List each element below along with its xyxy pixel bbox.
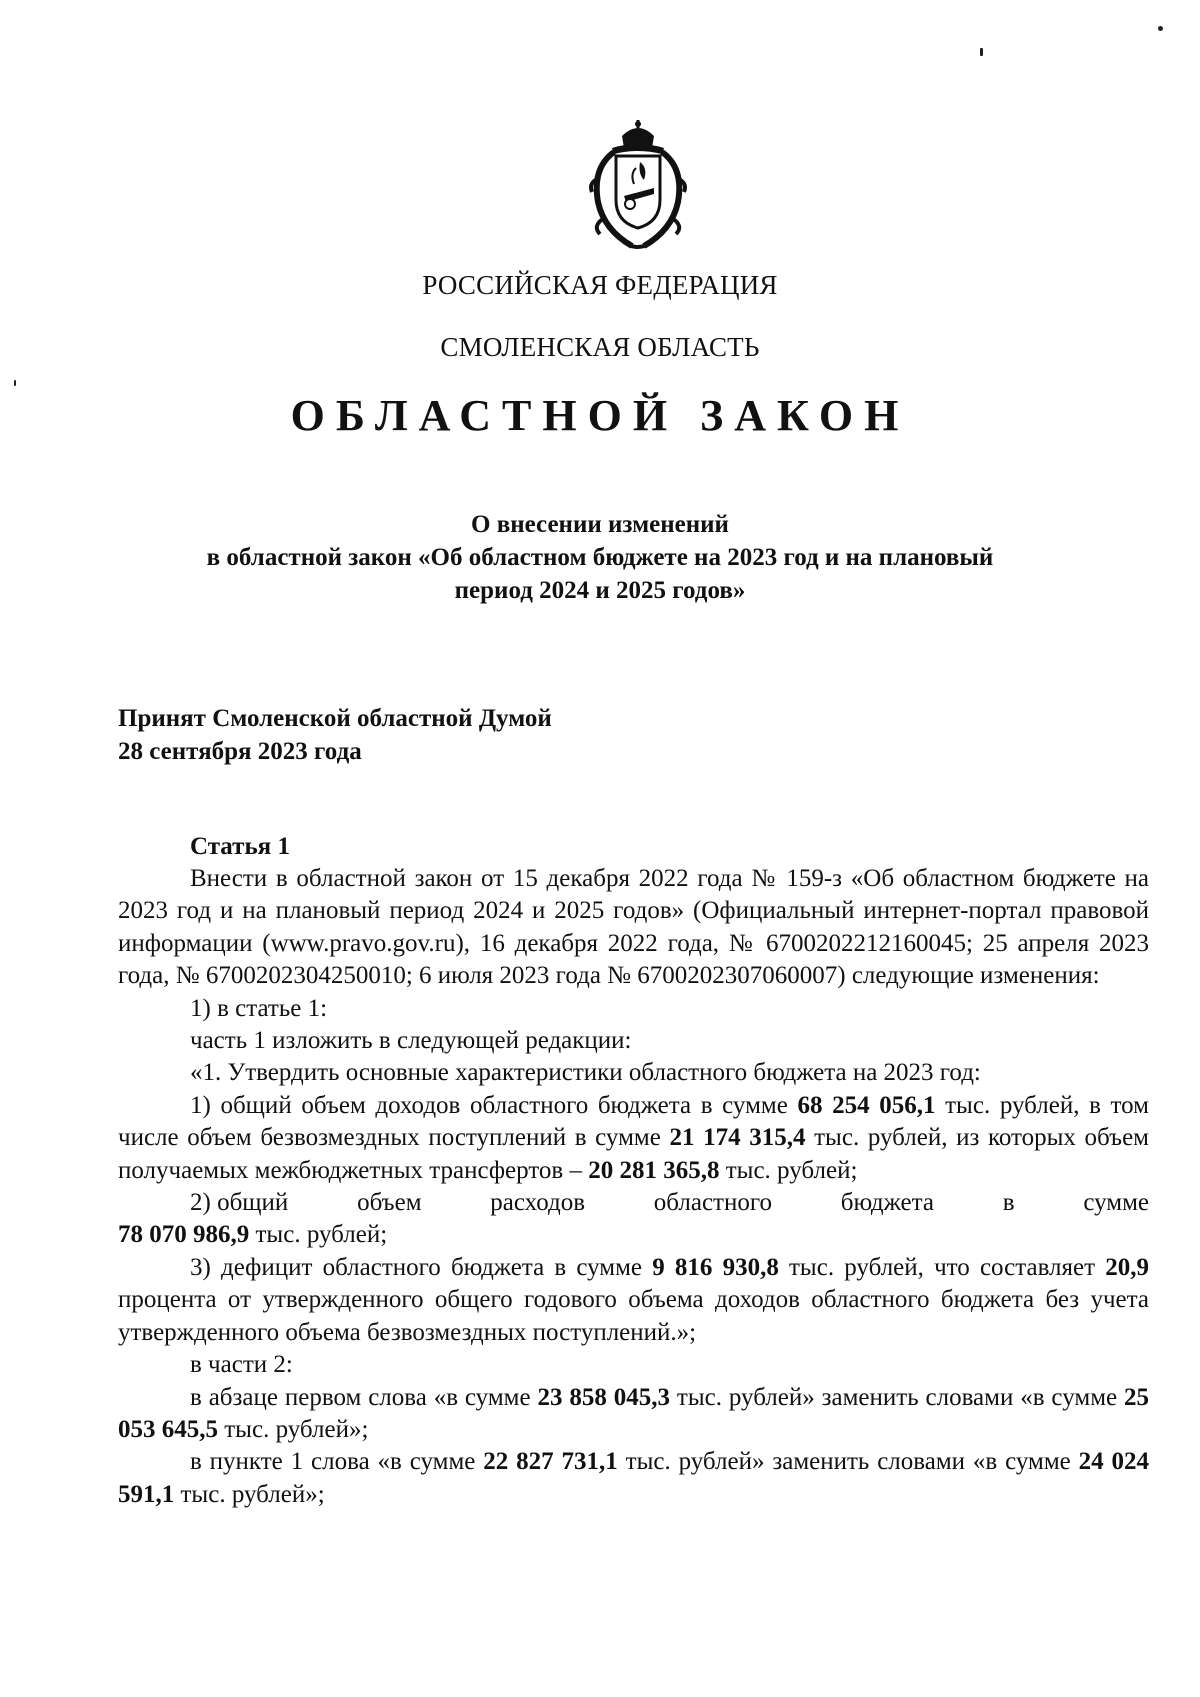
adopted-by: Принят Смоленской областной Думой — [118, 705, 552, 732]
clause-expenses-line: 2) общий объем расходов областного бюджета в сумме — [190, 1189, 1149, 1217]
deficit-total: 9 816 930,8 — [652, 1253, 779, 1281]
clause-expenses-value: 78 070 986,9 тыс. рублей; — [118, 1221, 388, 1249]
subject-line-2: в областной закон «Об областном бюджете на 2023 год и на плановый — [206, 544, 994, 571]
country-name: РОССИЙСКАЯ ФЕДЕРАЦИЯ — [422, 270, 778, 300]
expenses-total: 78 070 986,9 — [118, 1221, 250, 1249]
part-2-instruction: в части 2: — [190, 1351, 293, 1379]
subject-line-1: О внесении изменений — [471, 511, 729, 538]
clause-deficit: 3) дефицит областного бюджета в сумме 9 816 930,8 тыс. рублей, что составляет 20,9 процента от утвержденного общего годового объема доходов областного бюджета без учета утвержденного объема безвозмездных поступлений.»; — [118, 1253, 1149, 1346]
law-title: ОБЛАСТНОЙ ЗАКОН — [290, 391, 910, 440]
adoption-date: 28 сентября 2023 года — [118, 738, 362, 765]
law-subject — [0, 508, 1200, 607]
scan-speck — [1158, 26, 1163, 31]
article-intro: Внести в областной закон от 15 декабря 2022 года № 159-з «Об областном бюджете на 2023 год и на плановый период 2024 и 2025 годов» (Официальный интернет-портал правовой информации (www.pravo.gov.ru), 16 декабря 2022 года, № 6700202212160045; 25 апреля 2023 года, № 6700202304250010; 6 июля 2023 года № 6700202307060007) следующие изменения: — [118, 865, 1149, 990]
revenue-total: 68 254 056,1 — [797, 1091, 936, 1119]
amendment-item-1: в пункте 1 слова «в сумме 22 827 731,1 тыс. рублей» заменить словами «в сумме 24 024 591,1 тыс. рублей»; — [118, 1448, 1150, 1508]
article-body — [118, 863, 1149, 1511]
article-title: Статья 1 — [190, 833, 290, 860]
scan-speck — [980, 48, 983, 56]
approve-clause: «1. Утвердить основные характеристики областного бюджета на 2023 год: — [190, 1059, 981, 1087]
region-name: СМОЛЕНСКАЯ ОБЛАСТЬ — [440, 332, 760, 362]
coat-of-arms-emblem — [578, 118, 698, 258]
deficit-percent: 20,9 — [1105, 1253, 1149, 1281]
clause-revenue: 1) общий объем доходов областного бюджета в сумме 68 254 056,1 тыс. рублей, в том числе объем безвозмездных поступлений в сумме 21 174 315,4 тыс. рублей, из которых объем получаемых межбюджетных трансфертов – 20 281 365,8 тыс. рублей; — [118, 1091, 1150, 1184]
scan-speck — [14, 380, 16, 386]
amendment-paragraph-1: в абзаце первом слова «в сумме 23 858 045,3 тыс. рублей» заменить словами «в сумме 25 053 645,5 тыс. рублей»; — [118, 1383, 1149, 1443]
adoption-info — [118, 702, 552, 768]
gratuitous-receipts: 21 174 315,4 — [669, 1124, 806, 1152]
part-1-instruction: часть 1 изложить в следующей редакции: — [190, 1027, 632, 1055]
interbudget-transfers: 20 281 365,8 — [588, 1156, 720, 1184]
subject-line-3: период 2024 и 2025 годов» — [454, 577, 746, 604]
item-1: 1) в статье 1: — [190, 994, 328, 1022]
